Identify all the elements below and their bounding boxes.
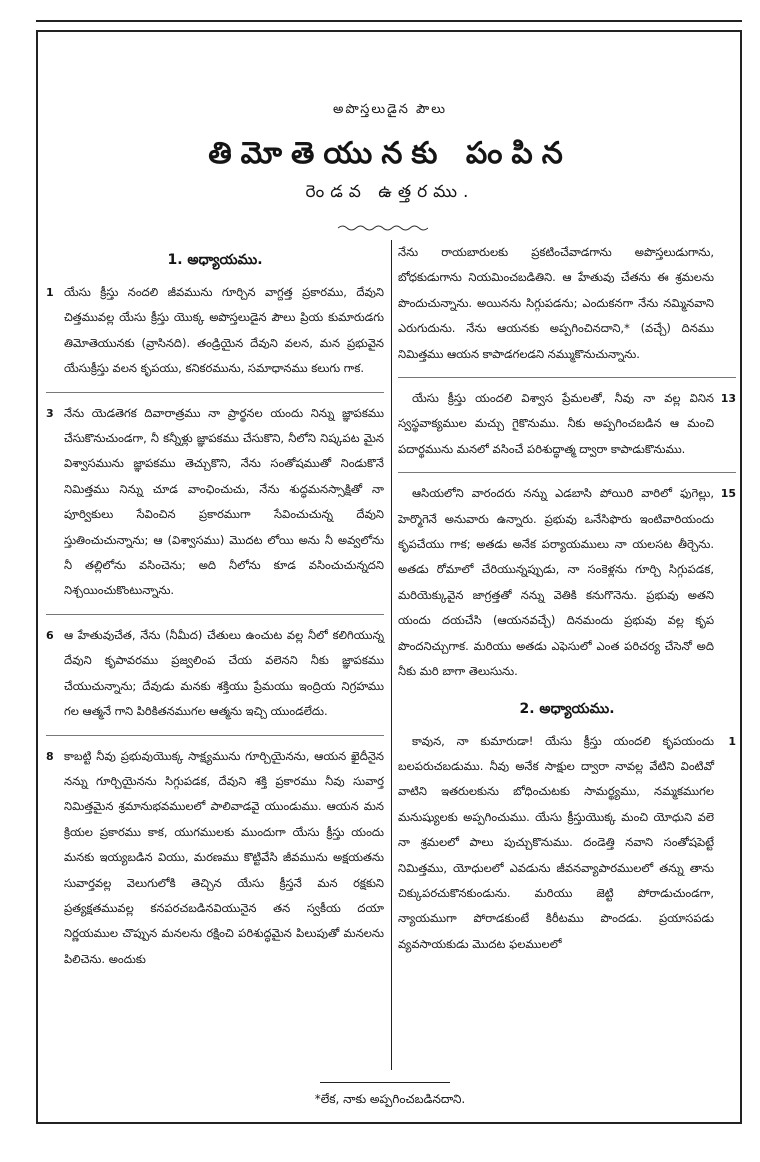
paragraph-text: యేసు క్రీస్తు నందలి జీవమును గూర్చిన వాగ్దత్త ప్రకారము, దేవుని చిత్తమువల్ల యేసు క్రీస్తు యొక్క అపొస్తలుడైన పౌలు ప్రియ కుమారుడగు తిమోతెయునకు (వ్రాసినది). తండ్రియైన దేవుని వలన, మన ప్రభువైన యేసుక్రీస్తు వలన కృపయు, కనికరమును, సమాధానము కలుగు గాక. [64,285,384,376]
apostle-line: అపొస్తలుడైన పౌలు [333,102,447,117]
chapter-2-heading: 2. అధ్యాయము. [519,700,615,717]
paragraph-text: నేను యెడతెగక దివారాత్రము నా ప్రార్థనల యందు నిన్ను జ్ఞాపకము చేసుకొనుచుండగా, నీ కన్నీళ్లు జ్ఞాపకము చేసుకొని, నీలోని నిష్కపట మైన విశ్వాసమును జ్ఞాపకము తెచ్చుకొని, నేను సంతోషముతో నిండుకొనే నిమిత్తము నిన్ను చూడ వాంఛించుచు, నేను శుద్ధమనస్సాక్షితో నా పూర్వికులు సేవించిన ప్రకారముగా సేవించుచున్న దేవుని స్తుతించుచున్నాను; ఆ (విశ్వాసము) మొదట లోయి అను నీ అవ్వలోను నీ తల్లిలోను వసించెను; అది నీలోను కూడ వసించుచున్నదని నిశ్చయించుకొంటున్నాను. [64,405,384,598]
paragraph [46,280,384,382]
column-divider [391,240,392,1070]
verse-number: 8 [46,749,54,763]
paragraph [398,386,736,462]
verse-number: 1 [728,734,736,748]
paragraph [398,240,736,367]
verse-number: 3 [46,406,54,420]
paragraph-divider [46,735,384,736]
paragraph [398,729,736,958]
verse-number: 13 [720,392,736,406]
paragraph-text: కావున, నా కుమారుడా! యేసు క్రీస్తు యందలి కృపయందు బలపరుచబడుము. నీవు అనేక సాక్షుల ద్వారా నావల్ల వేటిని వింటివో వాటిని ఇతరులకును బోధించుటకు సామర్థ్యము, నమ్మకముగల మనుష్యులకు అప్పగించుము. యేసు క్రీస్తుయొక్క మంచి యోధుని వలె నా శ్రమలలో పాలు పుచ్చుకొనుము. దండెత్తి నవాని సంతోషపెట్టే నిమిత్తము, యోధులలో ఎవడును జీవనవ్యాపారములలో తన్ను తాను చిక్కుపరచుకొనకుండును. మరియు జెట్టి పోరాడుచుండగా, న్యాయముగా పోరాడకుంటే కిరీటము పొందడు. ప్రయాసపడు వ్యవసాయకుడు మొదట ఫలములలో [398,733,714,951]
paragraph-text: ఆసియలోని వారందరు నన్ను ఎడబాసి పోయిరి వారిలో ఫుగెల్లు, హెర్మొగెనే అనువారు ఉన్నారు. ప్రభువు ఒనేసిఫొరు ఇంటివారియందు కృపచేయు గాక; అతడు అనేక పర్యాయములు నా యలసట తీర్చెను. అతడు రోమాలో చేరియున్నప్పుడు, నా సంకెళ్లను గూర్చి సిగ్గుపడక, మరియెక్కువైన జాగ్రత్తతో నన్ను వెతికి కనుగొనెను. ప్రభువు అతని యందు దయచేసి (ఆయనవచ్చే) దినమందు ప్రభువు వల్ల కృప పొందనిచ్చుగాక. మరియు అతడు ఎఫెసులో ఎంత పరిచర్య చేసెనో అది నీకు మరి బాగా తెలుసును. [398,486,714,679]
paragraph-text: యేసు క్రీస్తు యందలి విశ్వాస ప్రేమలతో, నీవు నా వల్ల వినిన స్వస్థవాక్యముల మచ్చు గైకొనుము. నీకు అప్పగించబడిన ఆ మంచి పదార్థమును మనలో వసించే పరిశుద్ధాత్మ ద్వారా కాపాడుకొనుము. [398,391,714,456]
paragraph-divider [46,392,384,393]
right-column [398,240,736,1070]
verse-number: 15 [720,487,736,501]
footnote-rule [320,1082,450,1083]
paragraph-text: కాబట్టి నీవు ప్రభువుయొక్క సాక్ష్యమును గూర్చియైనను, ఆయన ఖైదీనైన నన్ను గూర్చియైనను సిగ్గుపడక, దేవుని శక్తి ప్రకారము నీవు సువార్త నిమిత్తమైన శ్రమానుభవములలో పాలివాడవై యుండుము. ఆయన మన క్రియల ప్రకారము కాక, యుగములకు ముందుగా యేసు క్రీస్తు యందు మనకు ఇయ్యబడిన వియు, మరణము కొట్టివేసి జీవమును అక్షయతను సువార్తవల్ల వెలుగులోకి తెచ్చిన యేసు క్రీస్తనే మన రక్షకుని ప్రత్యక్షతమువల్ల కనపరచబడినవియునైన తన స్వకీయ దయా నిర్ణయముల చొప్పున మనలను రక్షించి పరిశుద్ధమైన పిలుపుతో మనలను పిలిచెను. అందుకు [64,748,384,966]
ornament-squiggle [338,224,428,232]
chapter-1-heading: 1. అధ్యాయము. [167,252,263,268]
paragraph-divider [398,377,736,378]
verse-number: 6 [46,628,54,642]
paragraph [46,623,384,725]
paragraph [46,744,384,973]
page-title: తిమోతెయునకు పంపిన [208,136,572,171]
paragraph [46,401,384,604]
page-subtitle: రెండవ ఉత్తరము. [305,182,475,202]
footnote: *లేక, నాకు అప్పగించబడినదాని. [314,1092,466,1106]
left-column [46,240,384,1070]
paragraph-divider [46,614,384,615]
paragraph-text: ఆ హేతువుచేత, నేను (నీమీద) చేతులు ఉంచుట వల్ల నీలో కలిగియున్న దేవుని కృపావరము ప్రజ్వలింప చేయ వలెనని నీకు జ్ఞాపకము చేయుచున్నాను; దేవుడు మనకు శక్తియు ప్రేమయు ఇంద్రియ నిగ్రహము గల ఆత్మనే గాని పిరికితనముగల ఆత్మను ఇచ్చి యుండలేదు. [64,627,384,719]
paragraph-divider [398,472,736,473]
paragraph-text: నేను రాయబారులకు ప్రకటించేవాడగాను అపొస్తలుడుగాను, బోధకుడుగాను నియమించబడితిని. ఆ హేతువు చేతను ఈ శ్రమలను పొందుచున్నాను. అయినను సిగ్గుపడను; ఎందుకనగా నేను నమ్మినవాని ఎరుగుదును. నేను ఆయనకు అప్పగించినదాని,* (వచ్చే) దినము నిమిత్తము ఆయన కాపాడగలడని నమ్ముకొనుచున్నాను. [398,245,714,361]
top-rule [36,20,742,22]
verse-number: 1 [46,286,54,299]
paragraph [398,481,736,684]
